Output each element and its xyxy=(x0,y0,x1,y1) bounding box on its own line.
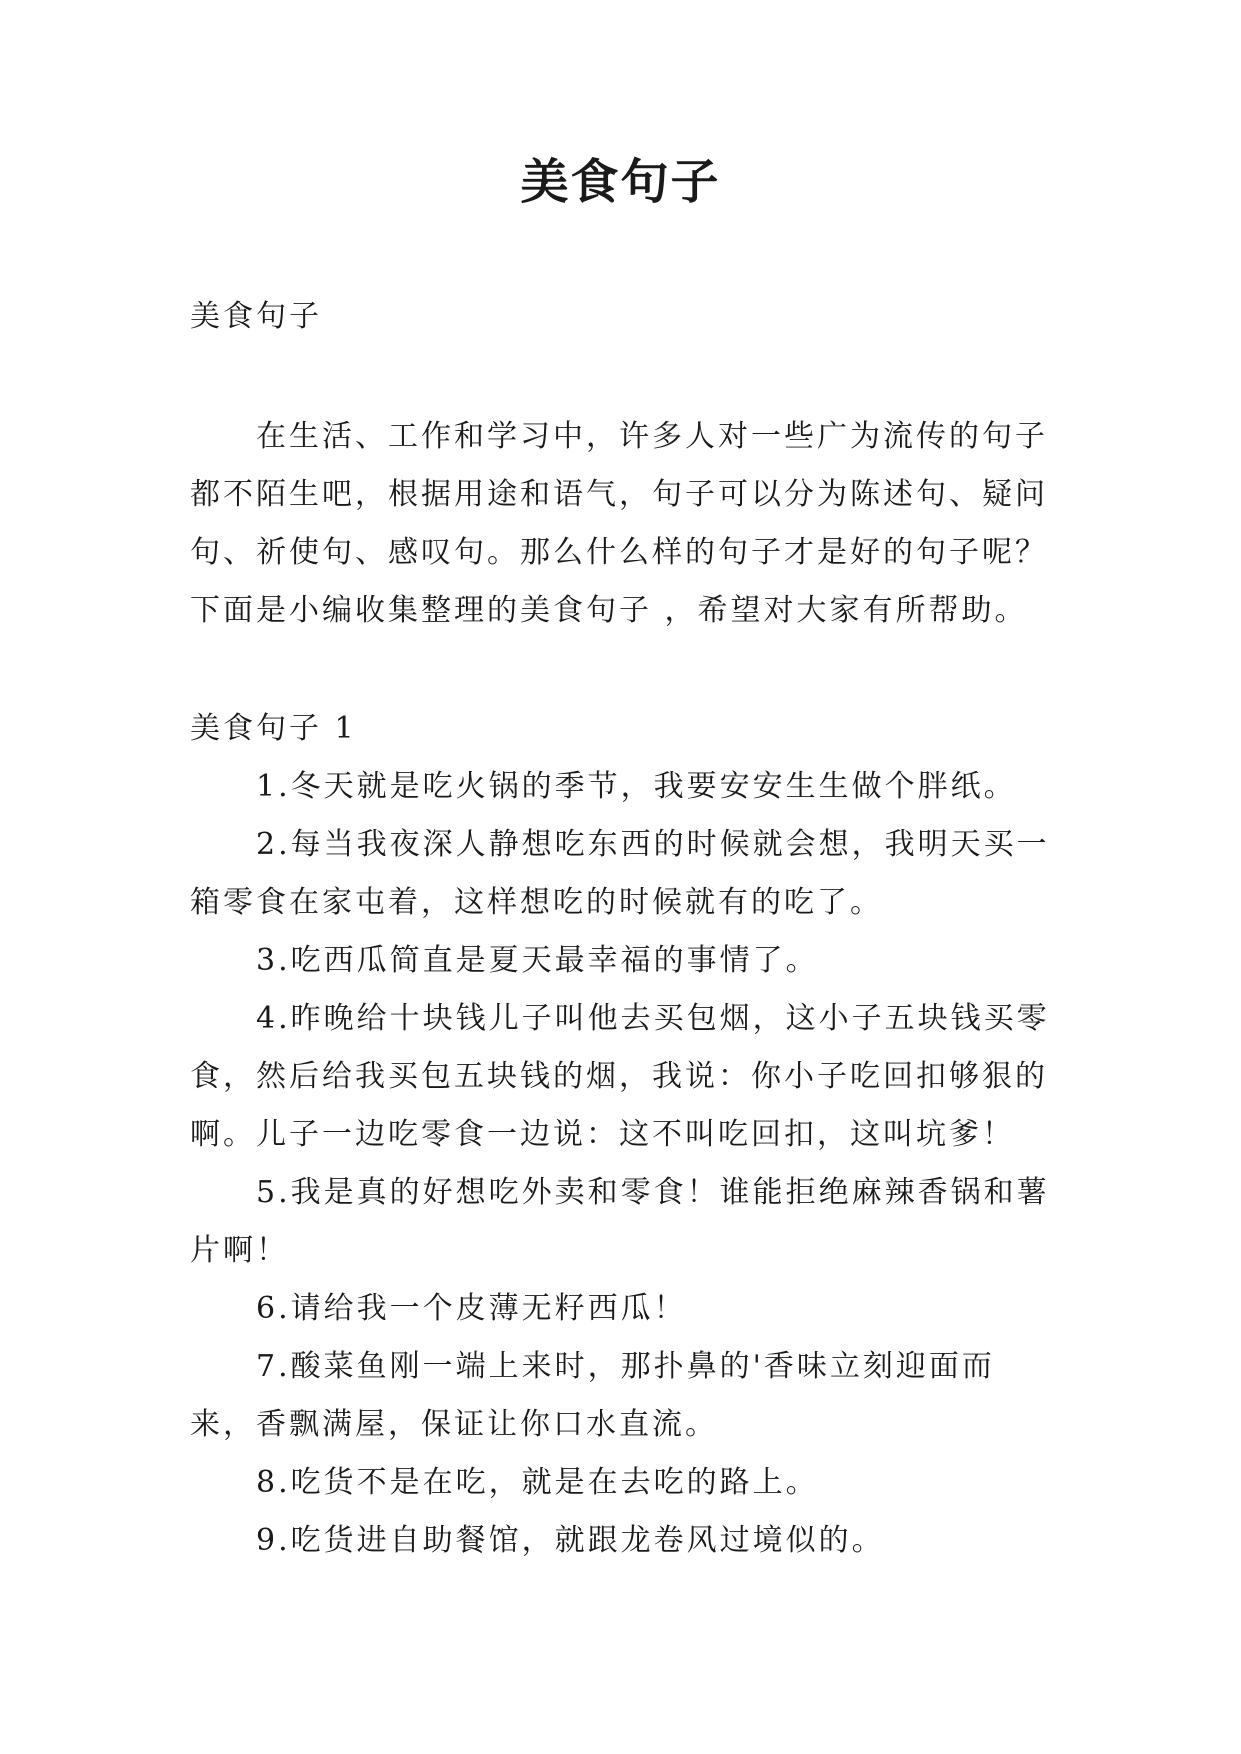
list-item: 4.昨晚给十块钱儿子叫他去买包烟，这小子五块钱买零食，然后给我买包五块钱的烟，我说：你小子吃回扣够狠的啊。儿子一边吃零食一边说：这不叫吃回扣，这叫坑爹！ xyxy=(190,1001,1050,1152)
section-heading: 美食句子 1 xyxy=(190,711,357,746)
list-item: 2.每当我夜深人静想吃东西的时候就会想，我明天买一箱零食在家屯着，这样想吃的时候就有的吃了。 xyxy=(190,827,1050,920)
list-item: 1.冬天就是吃火锅的季节，我要安安生生做个胖纸。 xyxy=(256,769,1017,804)
document-subtitle: 美食句子 xyxy=(190,299,322,334)
list-item: 5.我是真的好想吃外卖和零食！谁能拒绝麻辣香锅和薯片啊！ xyxy=(190,1175,1050,1268)
document-body xyxy=(190,288,1050,1570)
intro-paragraph: 在生活、工作和学习中，许多人对一些广为流传的句子都不陌生吧，根据用途和语气，句子可以分为陈述句、疑问句、祈使句、感叹句。那么什么样的句子才是好的句子呢？下面是小编收集整理的美食句子 ，希望对大家有所帮助。 xyxy=(190,419,1048,628)
list-item: 3.吃西瓜简直是夏天最幸福的事情了。 xyxy=(256,943,819,978)
list-item: 8.吃货不是在吃，就是在去吃的路上。 xyxy=(256,1465,819,1500)
document-title: 美食句子 xyxy=(520,154,721,210)
list-item: 6.请给我一个皮薄无籽西瓜！ xyxy=(256,1291,687,1326)
list-item: 7.酸菜鱼刚一端上来时，那扑鼻的'香味立刻迎面而来，香飘满屋，保证让你口水直流。 xyxy=(190,1349,995,1442)
list-item: 9.吃货进自助餐馆，就跟龙卷风过境似的。 xyxy=(256,1523,885,1558)
